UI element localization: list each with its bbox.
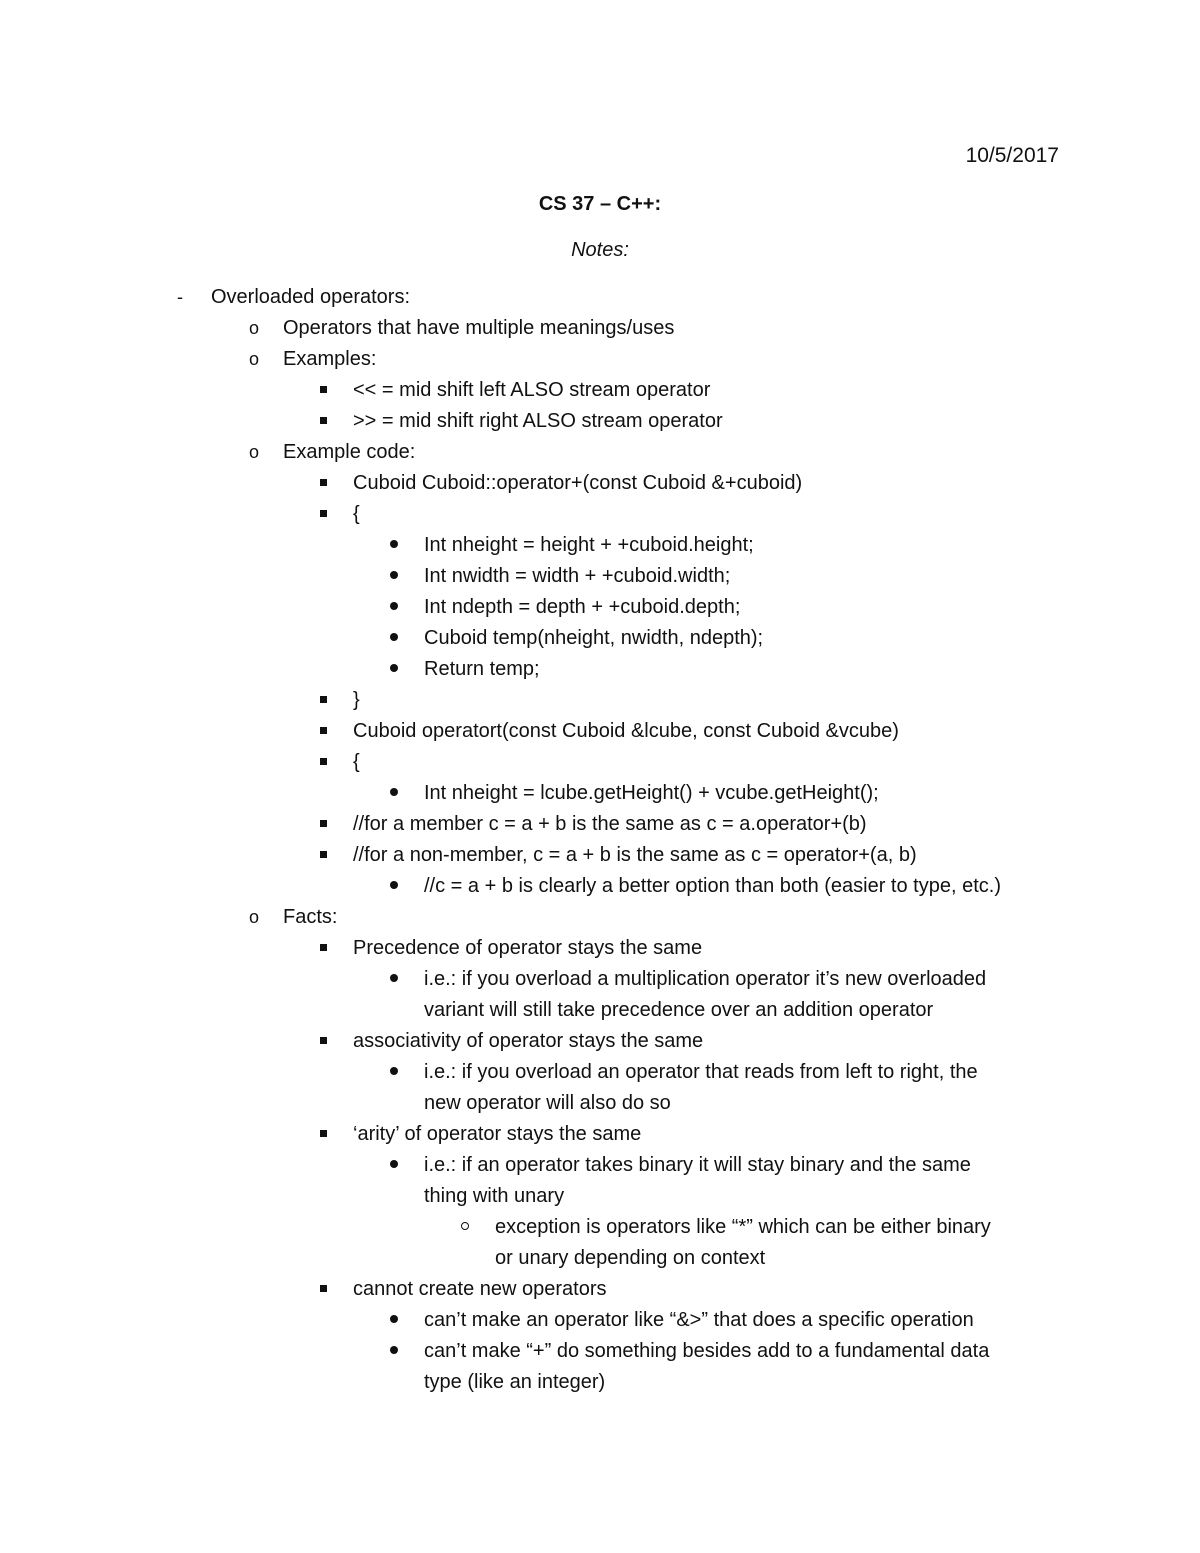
outline-item-text: Overloaded operators: xyxy=(211,286,411,308)
square-bullet-icon xyxy=(313,747,333,778)
outline-item xyxy=(0,375,1200,406)
outline-item xyxy=(0,313,1200,344)
outline-item-text: i.e.: if an operator takes binary it will stay binary and the same xyxy=(424,1154,971,1176)
circle-bullet-icon: o xyxy=(248,318,259,338)
dot-bullet-icon xyxy=(384,778,404,809)
square-bullet-icon xyxy=(313,406,333,437)
outline-item xyxy=(0,592,1200,623)
dot-bullet-icon xyxy=(384,623,404,654)
outline-item xyxy=(0,1181,1200,1212)
outline-item-text: exception is operators like “*” which can be either binary xyxy=(495,1216,991,1238)
square-bullet-icon xyxy=(313,468,333,499)
square-bullet-icon xyxy=(313,840,333,871)
outline-item xyxy=(0,344,1200,375)
dot-bullet-icon xyxy=(384,561,404,592)
outline-item xyxy=(0,902,1200,933)
notes-outline xyxy=(0,282,1200,1398)
outline-item xyxy=(0,1212,1200,1243)
outline-item-text: or unary depending on context xyxy=(495,1247,766,1269)
outline-item xyxy=(0,809,1200,840)
dot-bullet-icon xyxy=(384,1336,404,1367)
dot-bullet-icon xyxy=(384,1150,404,1181)
outline-item-text: cannot create new operators xyxy=(353,1278,607,1300)
outline-item xyxy=(0,778,1200,809)
dash-bullet-icon: - xyxy=(177,287,183,307)
outline-item xyxy=(0,1367,1200,1398)
outline-item-text: Cuboid temp(nheight, nwidth, ndepth); xyxy=(424,627,764,649)
outline-item-text: Example code: xyxy=(283,441,416,463)
square-bullet-icon xyxy=(313,685,333,716)
outline-item xyxy=(0,623,1200,654)
outline-item-text: //c = a + b is clearly a better option than both (easier to type, etc.) xyxy=(424,875,1001,897)
dot-bullet-icon xyxy=(384,592,404,623)
outline-item-text: associativity of operator stays the same xyxy=(353,1030,704,1052)
outline-item-text: Int nheight = lcube.getHeight() + vcube.getHeight(); xyxy=(424,782,879,804)
outline-item xyxy=(0,654,1200,685)
square-bullet-icon xyxy=(313,375,333,406)
outline-item xyxy=(0,716,1200,747)
dot-bullet-icon xyxy=(384,964,404,995)
dot-bullet-icon xyxy=(384,871,404,902)
outline-item xyxy=(0,1088,1200,1119)
dot-bullet-icon xyxy=(384,530,404,561)
outline-item-text: thing with unary xyxy=(424,1185,565,1207)
outline-item-text: Facts: xyxy=(283,906,338,928)
document-title: CS 37 – C++: xyxy=(538,193,662,215)
outline-item-text: Cuboid operatort(const Cuboid &lcube, const Cuboid &vcube) xyxy=(353,720,899,742)
outline-item-text: i.e.: if you overload an operator that reads from left to right, the xyxy=(424,1061,978,1083)
outline-item xyxy=(0,1336,1200,1367)
dot-bullet-icon xyxy=(384,1305,404,1336)
outline-item xyxy=(0,747,1200,778)
outline-item-text: type (like an integer) xyxy=(424,1371,606,1393)
outline-item xyxy=(0,871,1200,902)
outline-item-text: Return temp; xyxy=(424,658,540,680)
outline-item xyxy=(0,468,1200,499)
square-bullet-icon xyxy=(313,809,333,840)
outline-item-text: >> = mid shift right ALSO stream operator xyxy=(353,410,723,432)
outline-item xyxy=(0,964,1200,995)
outline-item xyxy=(0,1119,1200,1150)
circle-bullet-icon: o xyxy=(248,442,259,462)
outline-item xyxy=(0,1305,1200,1336)
outline-item xyxy=(0,1057,1200,1088)
outline-item xyxy=(0,840,1200,871)
outline-item xyxy=(0,1150,1200,1181)
square-bullet-icon xyxy=(313,716,333,747)
outline-item xyxy=(0,685,1200,716)
outline-item-text: } xyxy=(353,689,360,711)
document-date: 10/5/2017 xyxy=(965,144,1059,167)
outline-item xyxy=(0,282,1200,313)
square-bullet-icon xyxy=(313,499,333,530)
outline-item-text: new operator will also do so xyxy=(424,1092,671,1114)
document-subtitle: Notes: xyxy=(571,239,629,261)
dot-bullet-icon xyxy=(384,1057,404,1088)
outline-item xyxy=(0,561,1200,592)
outline-item xyxy=(0,1026,1200,1057)
outline-item-text: can’t make an operator like “&>” that does a specific operation xyxy=(424,1309,974,1331)
outline-item xyxy=(0,933,1200,964)
outline-item-text: Int nwidth = width + +cuboid.width; xyxy=(424,565,731,587)
outline-item-text: //for a non-member, c = a + b is the same as c = operator+(a, b) xyxy=(353,844,917,866)
outline-item-text: Precedence of operator stays the same xyxy=(353,937,703,959)
outline-item-text: Int nheight = height + +cuboid.height; xyxy=(424,534,754,556)
square-bullet-icon xyxy=(313,1274,333,1305)
outline-item-text: //for a member c = a + b is the same as c = a.operator+(b) xyxy=(353,813,867,835)
outline-item-text: Examples: xyxy=(283,348,377,370)
outline-item-text: i.e.: if you overload a multiplication operator it’s new overloaded xyxy=(424,968,987,990)
square-bullet-icon xyxy=(313,1119,333,1150)
outline-item xyxy=(0,437,1200,468)
outline-item-text: can’t make “+” do something besides add to a fundamental data xyxy=(424,1340,990,1362)
outline-item xyxy=(0,995,1200,1026)
square-bullet-icon xyxy=(313,933,333,964)
outline-item xyxy=(0,1243,1200,1274)
outline-item xyxy=(0,499,1200,530)
outline-item xyxy=(0,530,1200,561)
outline-item-text: Int ndepth = depth + +cuboid.depth; xyxy=(424,596,741,618)
outline-item-text: variant will still take precedence over an addition operator xyxy=(424,999,934,1021)
square-bullet-icon xyxy=(313,1026,333,1057)
outline-item-text: Operators that have multiple meanings/uses xyxy=(283,317,675,339)
outline-item xyxy=(0,1274,1200,1305)
outline-item-text: { xyxy=(353,751,360,773)
dot-bullet-icon xyxy=(384,654,404,685)
outline-item-text: Cuboid Cuboid::operator+(const Cuboid &+cuboid) xyxy=(353,472,803,494)
ring-bullet-icon xyxy=(455,1212,475,1243)
outline-item-text: { xyxy=(353,503,360,525)
outline-item-text: << = mid shift left ALSO stream operator xyxy=(353,379,711,401)
circle-bullet-icon: o xyxy=(248,907,259,927)
circle-bullet-icon: o xyxy=(248,349,259,369)
outline-item xyxy=(0,406,1200,437)
outline-item-text: ‘arity’ of operator stays the same xyxy=(353,1123,642,1145)
